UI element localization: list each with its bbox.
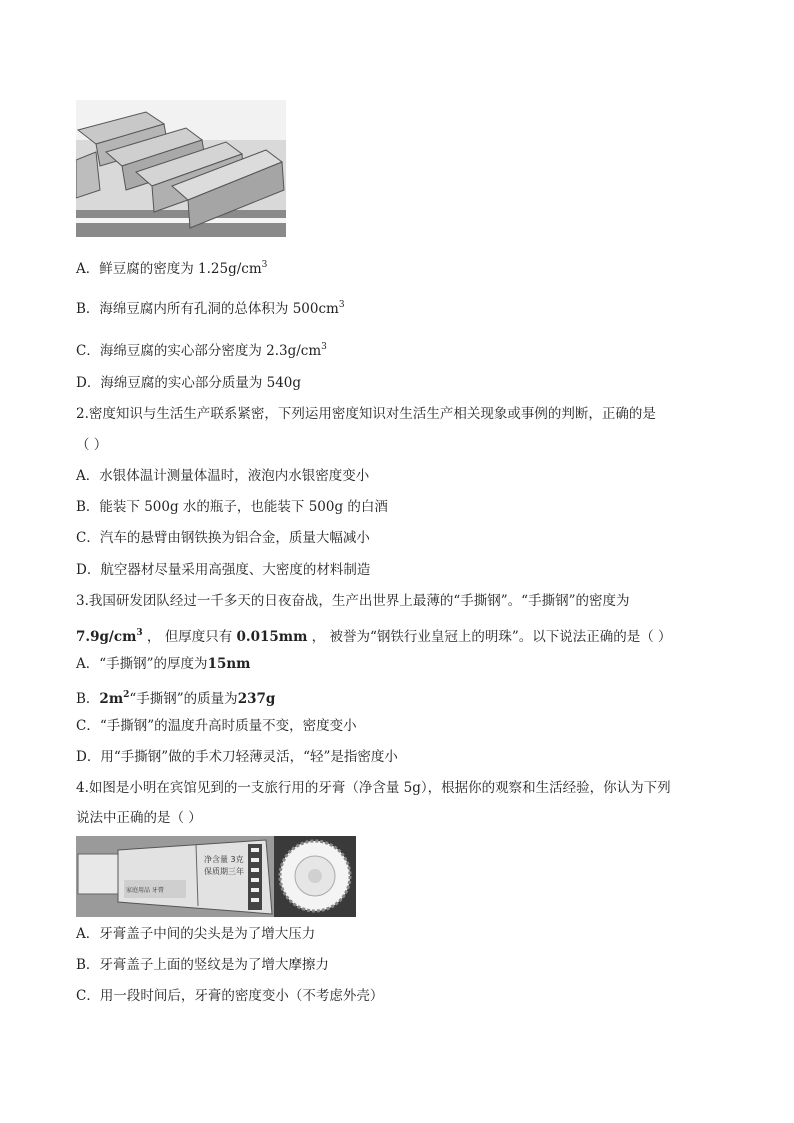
question-2-stem: 2.密度知识与生活生产联系紧密，下列运用密度知识对生活生产相关现象或事例的判断，正确的是 — [76, 406, 656, 422]
option-3d: D．用“手撕钢”做的手术刀轻薄灵活，“轻”是指密度小 — [76, 749, 398, 765]
question-4-stem: 4.如图是小明在宾馆见到的一支旅行用的牙膏（净含量 5g），根据你的观察和生活经验，你认为下列 — [76, 780, 671, 796]
question-3-stem: 3.我国研发团队经过一千多天的日夜奋战，生产出世界上最薄的“手撕钢”。“手撕钢”的密度为 — [76, 593, 630, 609]
option-2b: B．能装下 500g 水的瓶子，也能装下 500g 的白酒 — [76, 499, 388, 515]
option-4b: B．牙膏盖子上面的竖纹是为了增大摩擦力 — [76, 957, 329, 973]
option-1c: C．海绵豆腐的实心部分密度为 $2.3g/cm^3$ — [76, 342, 327, 359]
tube-net-weight-label: 净含量 3克 — [204, 855, 244, 864]
option-1d: D．海绵豆腐的实心部分质量为 540g — [76, 375, 302, 391]
option-3b: B．$2m^2“$手撕钢”的质量为237g — [76, 690, 276, 707]
option-2a: A．水银体温计测量体温时，液泡内水银密度变小 — [76, 468, 370, 484]
question-4-stem-cont: 说法中正确的是（ ） — [76, 810, 202, 826]
tube-product-label: 家庭用品 牙膏 — [126, 887, 164, 894]
question-2-bracket: （ ） — [76, 437, 108, 453]
tube-shelf-life-label: 保质期三年 — [204, 867, 244, 876]
option-4a: A．牙膏盖子中间的尖头是为了增大压力 — [76, 926, 316, 942]
option-4c: C．用一段时间后，牙膏的密度变小（不考虑外壳） — [76, 988, 384, 1004]
option-1a: A．鲜豆腐的密度为 $1.25g/cm^3$ — [76, 260, 268, 277]
option-1b: B．海绵豆腐内所有孔洞的总体积为 $500cm^3$ — [76, 300, 345, 317]
sponge-tofu-photo — [76, 100, 286, 237]
option-2c: C．汽车的悬臂由钢铁换为铝合金，质量大幅减小 — [76, 530, 370, 546]
option-2d: D．航空器材尽量采用高强度、大密度的材料制造 — [76, 562, 371, 578]
toothpaste-photo — [76, 836, 356, 917]
option-3c: C．“手撕钢”的温度升高时质量不变，密度变小 — [76, 718, 357, 734]
question-3-stem-cont: $7.9g/cm^3$ ， 但厚度只有 0.015mm ， 被誉为“钢铁行业皇冠上的明珠”。以下说法正确的是（ ） — [76, 628, 672, 645]
option-3a: A．“手撕钢”的厚度为15nm — [76, 656, 251, 672]
